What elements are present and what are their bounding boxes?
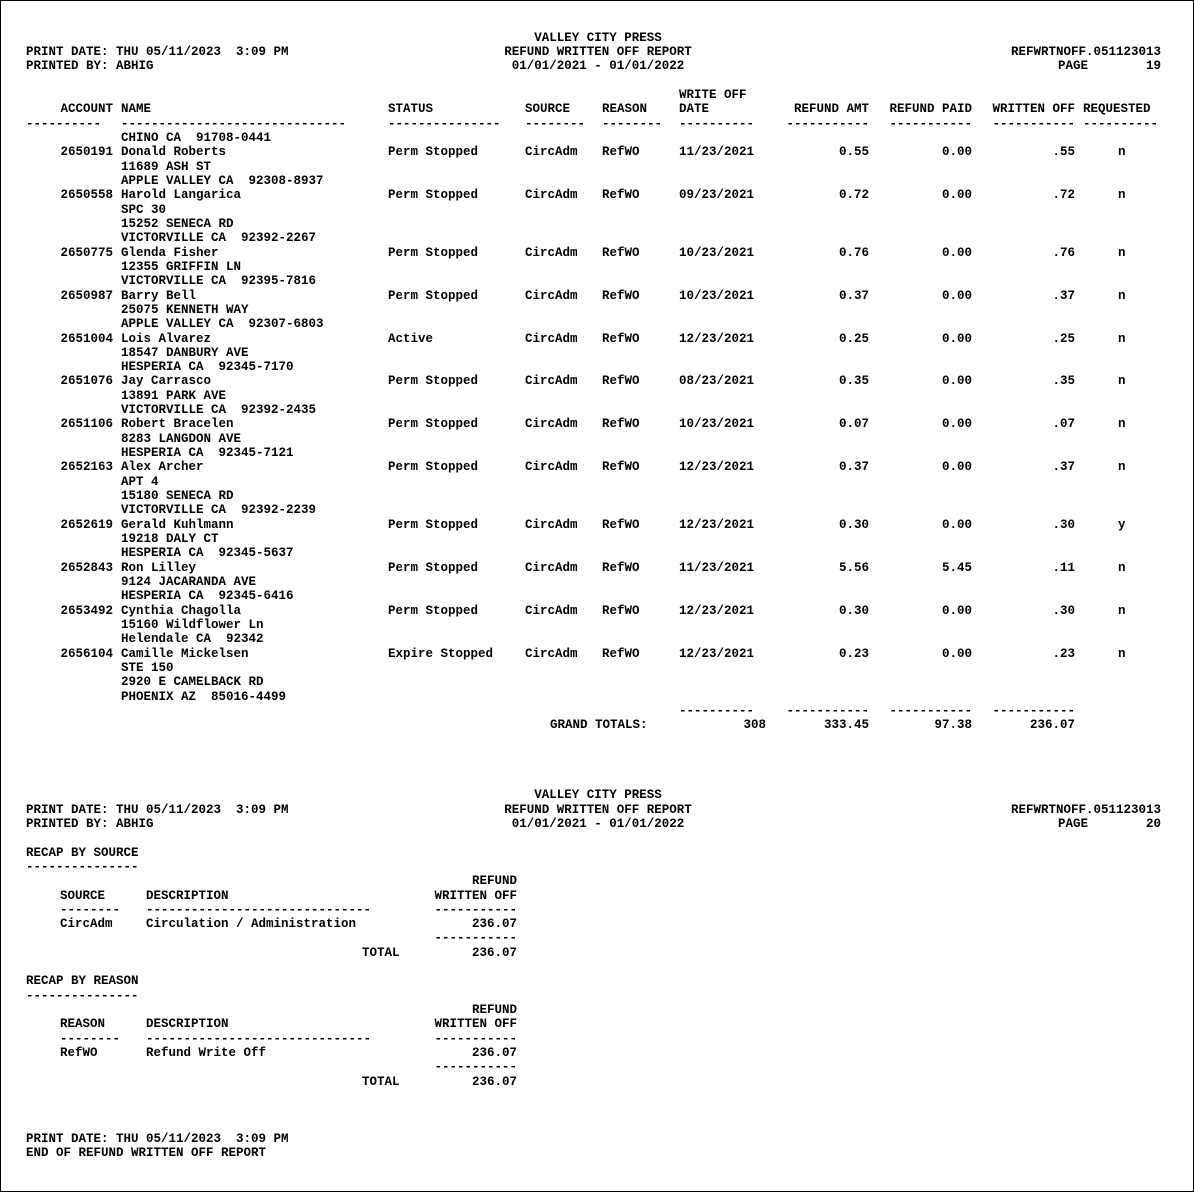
row-refund-paid: 0.00 xyxy=(941,417,972,432)
row-reason: RefWO xyxy=(602,560,640,575)
row-requested: n xyxy=(1118,417,1126,432)
row-name: Ron Lilley xyxy=(121,560,197,575)
row-address-line: 15180 SENECA RD xyxy=(121,489,234,503)
row-address-line: VICTORVILLE CA 92392-2435 xyxy=(121,403,317,418)
grand-total-count: 308 xyxy=(743,718,766,732)
dash-status: --------------- xyxy=(388,117,501,131)
row-write-off-date: 08/23/2021 xyxy=(679,374,755,389)
row-refund-paid: 0.00 xyxy=(941,460,972,475)
row-write-off-date: 12/23/2021 xyxy=(679,603,755,618)
col-account: ACCOUNT xyxy=(60,102,113,116)
row-address-line: APPLE VALLEY CA 92307-6803 xyxy=(121,317,324,332)
col-reason: REASON xyxy=(602,102,648,116)
row-status: Perm Stopped xyxy=(388,517,479,532)
row-status: Perm Stopped xyxy=(388,245,479,260)
recap-source-underline: --------------- xyxy=(26,860,139,874)
row-refund-paid: 0.00 xyxy=(941,288,972,303)
row-written-off: .55 xyxy=(1052,145,1075,160)
row-account: 2651106 xyxy=(60,417,113,432)
row-refund-paid: 0.00 xyxy=(941,245,972,260)
dash-written-off: ----------- xyxy=(992,117,1075,131)
grand-totals-label: GRAND TOTALS: xyxy=(550,718,648,732)
row-status: Perm Stopped xyxy=(388,460,479,475)
recap-reason-total-dash: ----------- xyxy=(434,1060,517,1074)
recap-reason-dash-code: -------- xyxy=(60,1032,121,1046)
grand-total-refund-amt: 333.45 xyxy=(823,718,869,732)
recap-reason-total-label: TOTAL xyxy=(362,1075,400,1089)
row-name: Gerald Kuhlmann xyxy=(121,517,234,532)
row-requested: n xyxy=(1118,560,1126,575)
row-refund-paid: 0.00 xyxy=(941,331,972,346)
row-status: Active xyxy=(388,331,434,346)
totals-dash-written: ----------- xyxy=(992,704,1075,718)
recap-reason-title: RECAP BY REASON xyxy=(26,974,139,988)
row-account: 2650191 xyxy=(60,145,113,160)
row-refund-amt: 0.07 xyxy=(838,417,869,432)
recap-source-description: Circulation / Administration xyxy=(146,917,357,931)
row-written-off: .23 xyxy=(1052,646,1075,661)
row-requested: n xyxy=(1118,288,1126,303)
row-address-line: 9124 JACARANDA AVE xyxy=(121,574,257,589)
row-account: 2651076 xyxy=(60,374,113,389)
row-address-line: HESPERIA CA 92345-7121 xyxy=(121,446,294,460)
dash-date: ---------- xyxy=(679,117,755,131)
print-date-p2: PRINT DATE: THU 05/11/2023 3:09 PM xyxy=(26,803,289,817)
row-refund-amt: 0.23 xyxy=(838,646,869,661)
col-requested: REQUESTED xyxy=(1083,102,1151,116)
recap-reason-amount: 236.07 xyxy=(471,1046,517,1060)
row-source: CircAdm xyxy=(525,646,578,661)
row-name: Jay Carrasco xyxy=(121,374,212,389)
dash-account: ---------- xyxy=(26,117,102,131)
row-name: Glenda Fisher xyxy=(121,245,219,260)
totals-dash-count: ---------- xyxy=(679,704,755,718)
row-address-line: HESPERIA CA 92345-6416 xyxy=(121,589,294,604)
col-write-off-date: DATE xyxy=(679,102,710,116)
recap-reason-total: 236.07 xyxy=(471,1075,517,1089)
company-name-p2: VALLEY CITY PRESS xyxy=(534,788,662,802)
row-address-line: HESPERIA CA 92345-5637 xyxy=(121,546,294,561)
row-source: CircAdm xyxy=(525,603,578,618)
recap-source-dash-code: -------- xyxy=(60,903,121,917)
row-address-line: PHOENIX AZ 85016-4499 xyxy=(121,689,287,704)
row-written-off: .37 xyxy=(1052,288,1075,303)
row-address-line: 19218 DALY CT xyxy=(121,531,219,546)
recap-source-total: 236.07 xyxy=(471,946,517,960)
grand-total-written-off: 236.07 xyxy=(1029,718,1075,732)
row-refund-paid: 0.00 xyxy=(941,145,972,160)
row-refund-paid: 5.45 xyxy=(941,560,972,575)
row-write-off-date: 10/23/2021 xyxy=(679,288,755,303)
row-address-line: VICTORVILLE CA 92392-2267 xyxy=(121,231,317,246)
row-refund-amt: 0.37 xyxy=(838,288,869,303)
row-refund-paid: 0.00 xyxy=(941,517,972,532)
row-reason: RefWO xyxy=(602,331,640,346)
col-refund-amt: REFUND AMT xyxy=(793,102,869,116)
dash-refund-amt: ----------- xyxy=(786,117,869,131)
row-account: 2652163 xyxy=(60,460,113,475)
row-write-off-date: 11/23/2021 xyxy=(679,145,755,160)
row-address-line: 8283 LANGDON AVE xyxy=(121,431,242,446)
row-address-line: Helendale CA 92342 xyxy=(121,632,264,647)
row-write-off-date: 11/23/2021 xyxy=(679,560,755,575)
row-address-line: 25075 KENNETH WAY xyxy=(121,302,249,317)
report-id-p2: REFWRTNOFF.051123013 xyxy=(1010,803,1161,817)
row-address-line: 15252 SENECA RD xyxy=(121,216,234,231)
row-name: Harold Langarica xyxy=(121,188,242,203)
row-refund-paid: 0.00 xyxy=(941,188,972,203)
row-reason: RefWO xyxy=(602,417,640,432)
row-reason: RefWO xyxy=(602,603,640,618)
recap-reason-dash-amt: ----------- xyxy=(434,1032,517,1046)
row-refund-amt: 0.37 xyxy=(838,460,869,475)
recap-reason-hdr-written-off: WRITTEN OFF xyxy=(434,1017,517,1031)
row-name: Lois Alvarez xyxy=(121,331,212,346)
row-requested: n xyxy=(1118,646,1126,661)
totals-dash-amt: ----------- xyxy=(786,704,869,718)
recap-source-total-dash: ----------- xyxy=(434,931,517,945)
row-status: Perm Stopped xyxy=(388,288,479,303)
row-source: CircAdm xyxy=(525,288,578,303)
row-requested: n xyxy=(1118,331,1126,346)
row-refund-amt: 0.25 xyxy=(838,331,869,346)
recap-reason-hdr-desc: DESCRIPTION xyxy=(146,1017,229,1031)
row-write-off-date: 12/23/2021 xyxy=(679,460,755,475)
page-label-p2: PAGE xyxy=(1058,817,1089,831)
recap-source-dash-desc: ------------------------------ xyxy=(146,903,372,917)
row-source: CircAdm xyxy=(525,560,578,575)
row-account: 2650987 xyxy=(60,288,113,303)
recap-reason-code: RefWO xyxy=(60,1046,98,1060)
row-status: Perm Stopped xyxy=(388,374,479,389)
recap-source-code: CircAdm xyxy=(60,917,113,931)
row-account: 2656104 xyxy=(60,646,113,661)
row-source: CircAdm xyxy=(525,417,578,432)
row-source: CircAdm xyxy=(525,245,578,260)
row-written-off: .30 xyxy=(1052,603,1075,618)
row-address-line: SPC 30 xyxy=(121,202,167,217)
dash-refund-paid: ----------- xyxy=(889,117,972,131)
row-write-off-date: 12/23/2021 xyxy=(679,331,755,346)
recap-reason-description: Refund Write Off xyxy=(146,1046,267,1060)
recap-reason-underline: --------------- xyxy=(26,989,139,1003)
recap-source-hdr-written-off: WRITTEN OFF xyxy=(434,889,517,903)
row-account: 2650558 xyxy=(60,188,113,203)
row-write-off-date: 10/23/2021 xyxy=(679,417,755,432)
dash-reason: -------- xyxy=(602,117,663,131)
col-refund-paid: REFUND PAID xyxy=(889,102,972,116)
row-name: Barry Bell xyxy=(121,288,197,303)
col-written-off: WRITTEN OFF xyxy=(992,102,1075,116)
row-name: Alex Archer xyxy=(121,460,204,475)
recap-source-dash-amt: ----------- xyxy=(434,903,517,917)
col-name: NAME xyxy=(121,102,152,116)
row-written-off: .11 xyxy=(1052,560,1075,575)
row-account: 2652843 xyxy=(60,560,113,575)
totals-dash-paid: ----------- xyxy=(889,704,972,718)
row-reason: RefWO xyxy=(602,646,640,661)
row-address-line: VICTORVILLE CA 92395-7816 xyxy=(121,274,317,289)
row-reason: RefWO xyxy=(602,517,640,532)
row-address-line: 11689 ASH ST xyxy=(121,159,212,174)
row-address-line: 2920 E CAMELBACK RD xyxy=(121,675,264,690)
row-status: Perm Stopped xyxy=(388,603,479,618)
row-name: Robert Bracelen xyxy=(121,417,234,432)
recap-source-total-label: TOTAL xyxy=(362,946,400,960)
row-address-line: 12355 GRIFFIN LN xyxy=(121,259,242,274)
row-name: Cynthia Chagolla xyxy=(121,603,242,618)
row-address-line: 15160 Wildflower Ln xyxy=(121,617,264,632)
row-address-line: APT 4 xyxy=(121,474,159,489)
row-refund-paid: 0.00 xyxy=(941,374,972,389)
row-refund-amt: 0.30 xyxy=(838,603,869,618)
row-written-off: .76 xyxy=(1052,245,1075,260)
row-account: 2652619 xyxy=(60,517,113,532)
row-requested: n xyxy=(1118,374,1126,389)
footer-print-date: PRINT DATE: THU 05/11/2023 3:09 PM xyxy=(26,1132,289,1146)
row-source: CircAdm xyxy=(525,460,578,475)
row-name: Camille Mickelsen xyxy=(121,646,249,661)
row-reason: RefWO xyxy=(602,245,640,260)
row-source: CircAdm xyxy=(525,517,578,532)
row-reason: RefWO xyxy=(602,460,640,475)
printed-by-p2: PRINTED BY: ABHIG xyxy=(26,817,154,831)
row-write-off-date: 09/23/2021 xyxy=(679,188,755,203)
row-address-line: 18547 DANBURY AVE xyxy=(121,345,249,360)
row-reason: RefWO xyxy=(602,188,640,203)
row-account: 2653492 xyxy=(60,603,113,618)
row-written-off: .35 xyxy=(1052,374,1075,389)
date-range-p2: 01/01/2021 - 01/01/2022 xyxy=(511,817,685,831)
col-source: SOURCE xyxy=(525,102,571,116)
row-account: 2651004 xyxy=(60,331,113,346)
row-refund-amt: 0.55 xyxy=(838,145,869,160)
row-address-line: VICTORVILLE CA 92392-2239 xyxy=(121,503,317,518)
row-write-off-date: 12/23/2021 xyxy=(679,517,755,532)
row-requested: y xyxy=(1118,517,1126,532)
recap-source-amount: 236.07 xyxy=(471,917,517,931)
company-name: VALLEY CITY PRESS xyxy=(534,31,662,45)
row-refund-paid: 0.00 xyxy=(941,603,972,618)
recap-reason-hdr-refund: REFUND xyxy=(471,1003,517,1017)
footer-end-text: END OF REFUND WRITTEN OFF REPORT xyxy=(26,1146,267,1160)
row-source: CircAdm xyxy=(525,188,578,203)
row-refund-paid: 0.00 xyxy=(941,646,972,661)
dash-requested: ---------- xyxy=(1083,117,1159,131)
col-write-off-date-top: WRITE OFF xyxy=(679,88,747,102)
row-requested: n xyxy=(1118,603,1126,618)
dash-name: ------------------------------ xyxy=(121,117,347,131)
row-address-line: HESPERIA CA 92345-7170 xyxy=(121,360,294,375)
row-reason: RefWO xyxy=(602,145,640,160)
row-write-off-date: 10/23/2021 xyxy=(679,245,755,260)
grand-total-refund-paid: 97.38 xyxy=(934,718,972,732)
row-source: CircAdm xyxy=(525,374,578,389)
date-range: 01/01/2021 - 01/01/2022 xyxy=(511,59,685,73)
recap-source-hdr-refund: REFUND xyxy=(471,874,517,888)
row-refund-amt: 5.56 xyxy=(838,560,869,575)
print-date: PRINT DATE: THU 05/11/2023 3:09 PM xyxy=(26,45,289,59)
row-status: Perm Stopped xyxy=(388,417,479,432)
page-number-p2: 20 xyxy=(1145,817,1161,831)
page-label: PAGE xyxy=(1058,59,1089,73)
row-source: CircAdm xyxy=(525,331,578,346)
row-write-off-date: 12/23/2021 xyxy=(679,646,755,661)
row-reason: RefWO xyxy=(602,374,640,389)
row-status: Perm Stopped xyxy=(388,188,479,203)
leading-address-line: CHINO CA 91708-0441 xyxy=(121,131,272,145)
printed-by: PRINTED BY: ABHIG xyxy=(26,59,154,73)
report-id: REFWRTNOFF.051123013 xyxy=(1010,45,1161,59)
row-requested: n xyxy=(1118,145,1126,160)
dash-source: -------- xyxy=(525,117,586,131)
report-title: REFUND WRITTEN OFF REPORT xyxy=(504,45,692,59)
row-written-off: .37 xyxy=(1052,460,1075,475)
row-written-off: .07 xyxy=(1052,417,1075,432)
row-written-off: .72 xyxy=(1052,188,1075,203)
recap-reason-hdr-code: REASON xyxy=(60,1017,106,1031)
recap-source-title: RECAP BY SOURCE xyxy=(26,846,139,860)
row-reason: RefWO xyxy=(602,288,640,303)
recap-source-hdr-code: SOURCE xyxy=(60,889,106,903)
row-account: 2650775 xyxy=(60,245,113,260)
row-source: CircAdm xyxy=(525,145,578,160)
row-address-line: STE 150 xyxy=(121,660,174,675)
row-requested: n xyxy=(1118,460,1126,475)
page-number: 19 xyxy=(1145,59,1161,73)
row-refund-amt: 0.30 xyxy=(838,517,869,532)
row-address-line: APPLE VALLEY CA 92308-8937 xyxy=(121,173,324,188)
row-status: Expire Stopped xyxy=(388,646,494,661)
row-name: Donald Roberts xyxy=(121,145,227,160)
row-refund-amt: 0.35 xyxy=(838,374,869,389)
row-address-line: 13891 PARK AVE xyxy=(121,388,227,403)
row-status: Perm Stopped xyxy=(388,145,479,160)
recap-reason-dash-desc: ------------------------------ xyxy=(146,1032,372,1046)
row-written-off: .25 xyxy=(1052,331,1075,346)
row-requested: n xyxy=(1118,188,1126,203)
col-status: STATUS xyxy=(388,102,434,116)
row-status: Perm Stopped xyxy=(388,560,479,575)
row-refund-amt: 0.72 xyxy=(838,188,869,203)
recap-source-hdr-desc: DESCRIPTION xyxy=(146,889,229,903)
row-written-off: .30 xyxy=(1052,517,1075,532)
report-title-p2: REFUND WRITTEN OFF REPORT xyxy=(504,803,692,817)
row-refund-amt: 0.76 xyxy=(838,245,869,260)
row-requested: n xyxy=(1118,245,1126,260)
